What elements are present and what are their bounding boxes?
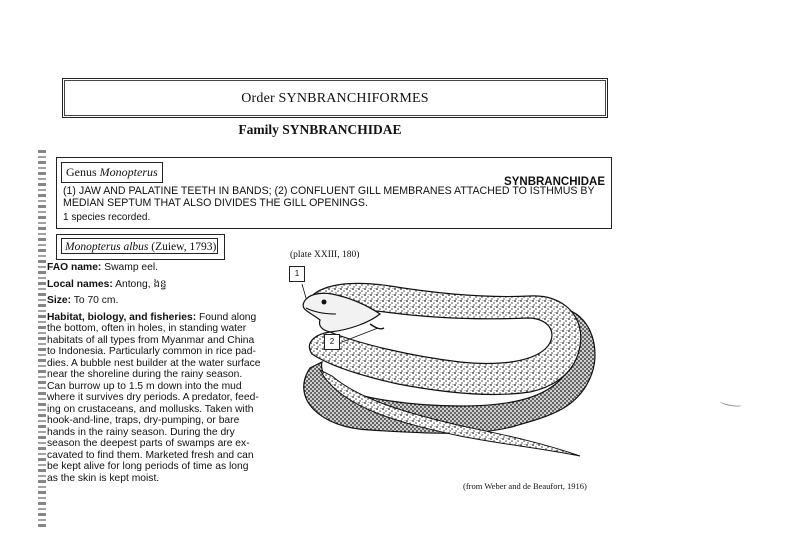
habitat-line: where it survives dry periods. A predator, feed- — [47, 392, 259, 403]
genus-label-prefix: Genus — [66, 165, 100, 179]
species-author: (Zuiew, 1793) — [148, 241, 217, 253]
size-row — [47, 295, 290, 307]
local-names-row — [47, 279, 290, 291]
habitat-line: dies. A bubble nest builder at the water surface — [47, 357, 261, 369]
size-value: To 70 cm. — [71, 295, 119, 306]
order-header-box — [62, 78, 608, 118]
habitat-line: cavated to find them. Marketed fresh and can — [47, 449, 254, 461]
genus-label — [61, 162, 163, 183]
callout-2-leader — [342, 328, 378, 342]
habitat-line: hands in the rainy season. During the dry — [47, 426, 235, 438]
fao-name-label: FAO name: — [47, 262, 102, 273]
family-title: Family SYNBRANCHIDAE — [238, 122, 402, 137]
scan-mark-artifact — [720, 398, 743, 408]
species-account — [47, 262, 290, 484]
plate-caption: (plate XXIII, 180) — [290, 250, 360, 260]
habitat-label: Habitat, biology, and fisheries: — [47, 311, 197, 323]
habitat-line: ing on crustaceans, and mollusks. Taken with — [47, 403, 254, 415]
habitat-paragraph — [47, 312, 290, 485]
habitat-line: Can burrow up to 1.5 m down into the mud — [47, 380, 242, 392]
local-names-label: Local names: — [47, 278, 113, 290]
genus-diagnosis — [63, 186, 603, 209]
genus-diagnosis-line: MEDIAN SEPTUM THAT ALSO DIVIDES THE GILL OPENINGS. — [63, 196, 368, 209]
swamp-eel-illustration — [280, 258, 610, 478]
habitat-line: season the deepest parts of swamps are ex- — [47, 438, 250, 449]
habitat-line — [47, 312, 290, 324]
local-names-value: Antong, — [112, 278, 154, 290]
local-names-script: ងន្ទ — [153, 278, 167, 290]
habitat-line: the bottom, often in holes, in standing water — [47, 323, 247, 334]
genus-name: Monopterus — [99, 165, 158, 179]
eel-eye — [322, 300, 327, 305]
habitat-line: to Indonesia. Particularly common in rice pad- — [47, 346, 256, 357]
habitat-line: be kept alive for long periods of time as long — [47, 461, 249, 472]
genus-family-name: SYNBRANCHIDAE — [504, 176, 605, 188]
callout-2: 2 — [324, 334, 340, 350]
fao-name-value: Swamp eel. — [101, 262, 159, 273]
size-label: Size: — [47, 295, 72, 306]
genus-box — [56, 157, 612, 229]
habitat-line: hook-and-line, traps, dry-pumping, or bare — [47, 415, 240, 426]
fao-name-row — [47, 262, 290, 274]
species-name: Monopterus albus — [65, 241, 149, 253]
scan-edge-artifact — [38, 150, 46, 530]
species-box — [56, 234, 225, 260]
habitat-line: as the skin is kept moist. — [47, 472, 160, 484]
callout-1: 1 — [289, 266, 305, 282]
species-count: 1 species recorded. — [63, 212, 151, 223]
habitat-line: habitats of all types from Myanmar and China — [47, 334, 255, 346]
species-label — [61, 238, 218, 254]
habitat-line: near the shoreline during the rainy season. — [47, 369, 243, 380]
genus-diagnosis-line: (1) JAW AND PALATINE TEETH IN BANDS; (2) CONFLUENT GILL MEMBRANES ATTACHED TO ISTHMUS BY — [63, 185, 595, 197]
callout-1-leader — [302, 284, 306, 298]
order-title: Order SYNBRANCHIFORMES — [241, 91, 429, 106]
habitat-text: Found along — [196, 311, 257, 323]
figure-credit: (from Weber and de Beaufort, 1916) — [463, 481, 587, 491]
